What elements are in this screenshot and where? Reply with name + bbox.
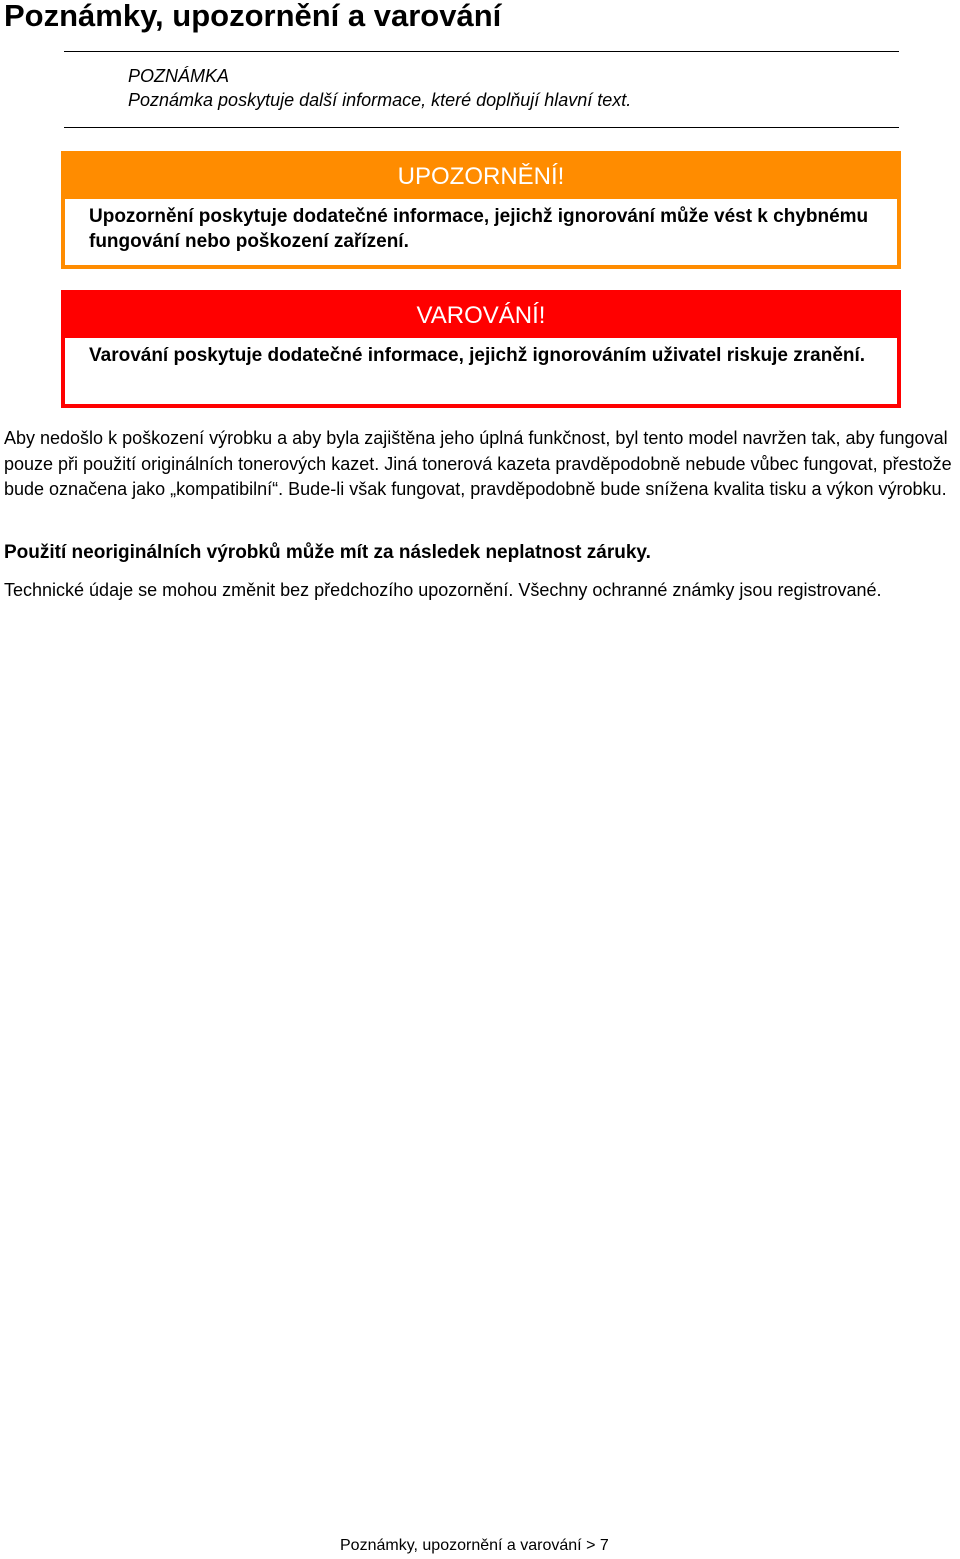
note-top-rule xyxy=(64,51,899,52)
note-block xyxy=(128,64,631,112)
body-paragraph-specs: Technické údaje se mohou změnit bez předchozího upozornění. Všechny ochranné známky jsou registrované. xyxy=(4,580,882,600)
caution-text: Upozornění poskytuje dodatečné informace, jejichž ignorování může vést k chybnému fungování nebo poškození zařízení. xyxy=(89,206,869,252)
footer-page-reference: Poznámky, upozornění a varování > 7 xyxy=(340,1537,609,1554)
warning-text: Varování poskytuje dodatečné informace, jejichž ignorováním uživatel riskuje zranění. xyxy=(89,345,866,366)
page-title: Poznámky, upozornění a varování xyxy=(4,0,502,33)
body-paragraph-compatibility: Aby nedošlo k poškození výrobku a aby byla zajištěna jeho úplná funkčnost, byl tento model navržen tak, aby fungoval pouze při použití originálních tonerových kazet. Jiná tonerová kazeta pravděpodobně nebude vůbec fungovat, přestože bude označena jako „kompatibilní“. Bude-li však fungovat, pravděpodobně bude snížena kvalita tisku a výkon výrobku. xyxy=(4,428,952,499)
body-paragraph-warranty: Použití neoriginálních výrobků může mít za následek neplatnost záruky. xyxy=(4,542,651,563)
note-label: POZNÁMKA xyxy=(128,66,230,86)
note-text: Poznámka poskytuje další informace, které doplňují hlavní text. xyxy=(128,90,632,110)
caution-header: UPOZORNĚNÍ! xyxy=(65,155,897,199)
warning-box xyxy=(61,290,901,408)
caution-box xyxy=(61,151,901,269)
note-bottom-rule xyxy=(64,127,899,128)
warning-header: VAROVÁNÍ! xyxy=(65,294,897,338)
